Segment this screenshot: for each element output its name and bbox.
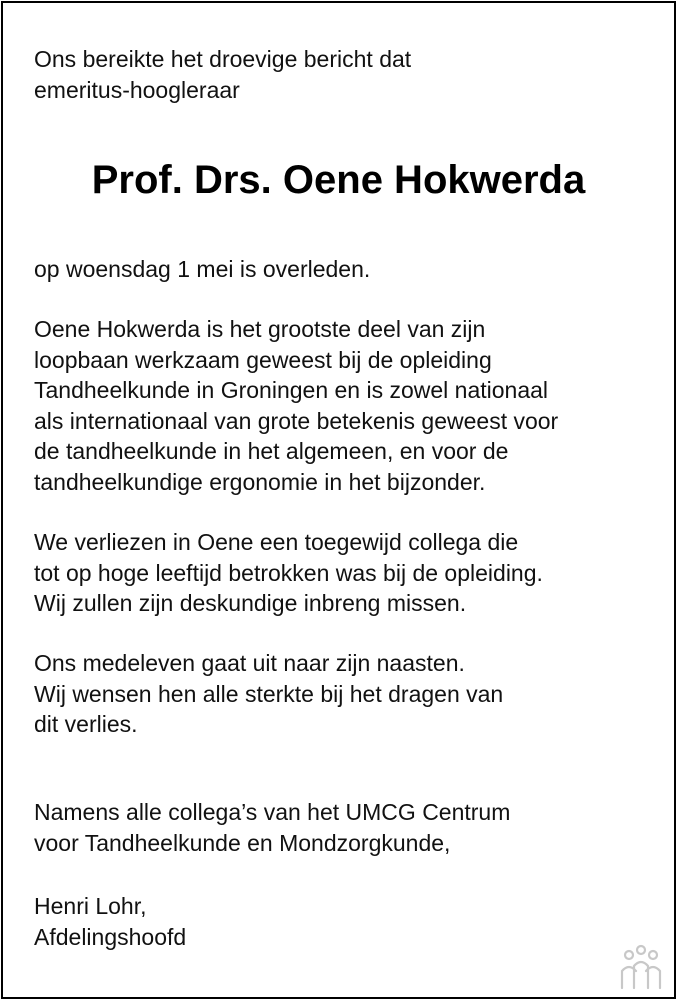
intro-line-1: Ons bereikte het droevige bericht dat (34, 46, 412, 72)
people-group-icon (618, 944, 664, 990)
text-line: als internationaal van grote betekenis geweest voor (34, 407, 559, 434)
text-line: Wij zullen zijn deskundige inbreng missen. (34, 590, 467, 616)
intro-text (34, 44, 411, 105)
signature-name: Henri Lohr, (34, 893, 147, 919)
text-line: tot op hoge leeftijd betrokken was bij de opleiding. (34, 559, 543, 586)
text-line: Oene Hokwerda is het grootste deel van zijn (34, 316, 486, 342)
text-line: Wij wensen hen alle sterkte bij het dragen van (34, 680, 504, 707)
text-line: de tandheelkunde in het algemeen, en voor de (34, 438, 509, 464)
signature-title: Afdelingshoofd (34, 923, 187, 950)
text-line: dit verlies. (34, 711, 138, 737)
death-notice: op woensdag 1 mei is overleden. (34, 256, 371, 282)
deceased-name: Prof. Drs. Oene Hokwerda (91, 158, 586, 202)
text-line: We verliezen in Oene een toegewijd collega die (34, 529, 519, 555)
paragraph-colleague (34, 527, 543, 619)
text-line: Tandheelkunde in Groningen en is zowel nationaal (34, 377, 549, 403)
closing-text (34, 797, 510, 858)
text-line: Ons medeleven gaat uit naar zijn naasten. (34, 650, 465, 676)
intro-line-2: emeritus-hoogleraar (34, 76, 240, 103)
paragraph-condolence (34, 648, 503, 740)
text-line: tandheelkundige ergonomie in het bijzonder. (34, 468, 486, 495)
text-line: loopbaan werkzaam geweest bij de opleiding (34, 346, 492, 373)
paragraph-career (34, 314, 558, 497)
signature (34, 891, 186, 952)
text-line: Namens alle collega’s van het UMCG Centrum (34, 799, 511, 825)
text-line: voor Tandheelkunde en Mondzorgkunde, (34, 829, 451, 856)
